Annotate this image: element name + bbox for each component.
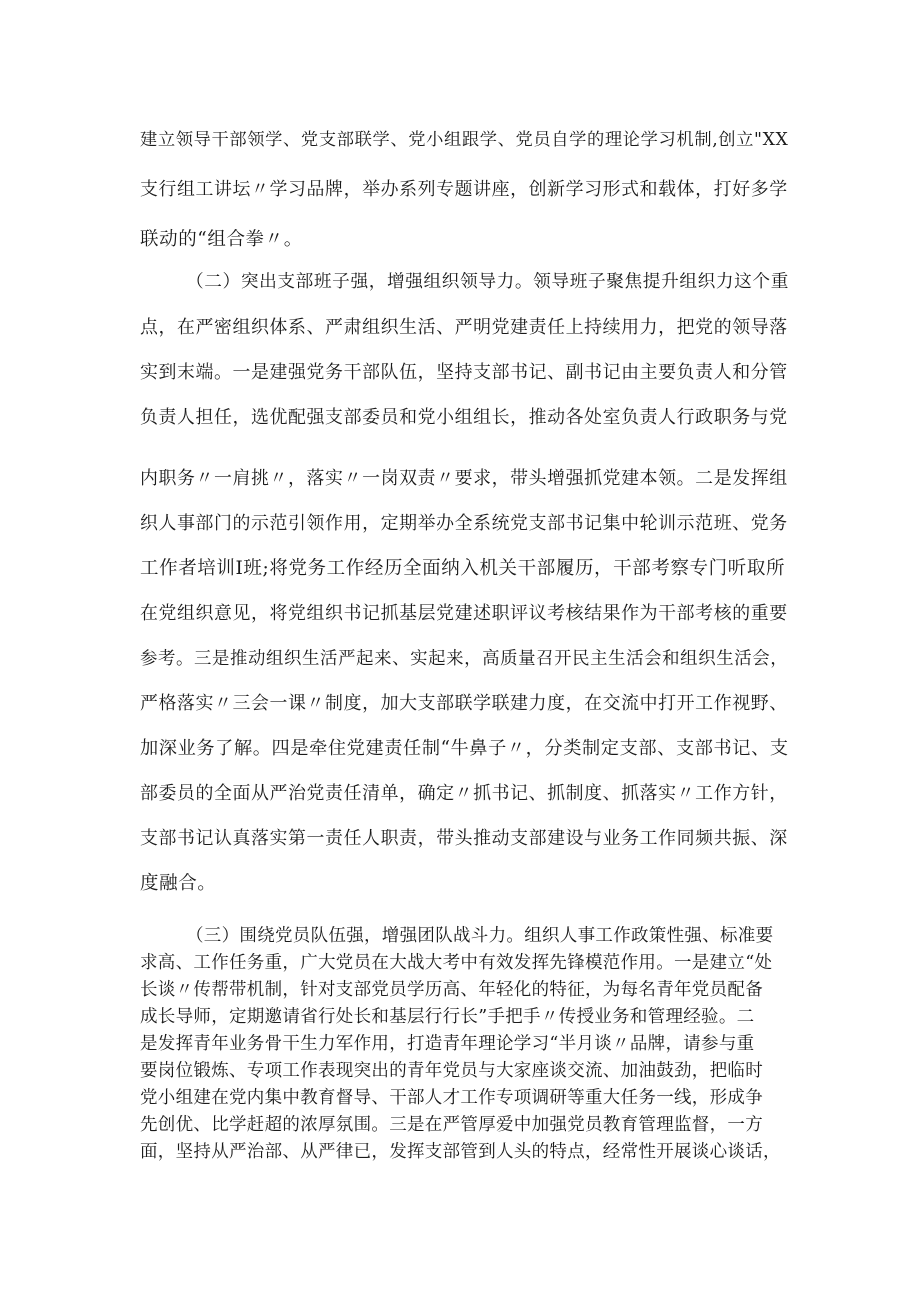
text-line: 度融合。 [140,873,217,894]
text-line: （三）围绕党员队伍强，增强团队战斗力。组织人事工作政策性强、标准要 [186,926,774,946]
text-line: 负责人担任，选优配强支部委员和党小组组长，推动各处室负责人行政职务与党 [140,407,788,428]
text-line: 点，在严密组织体系、严肃组织生活、严明党建责任上持续用力，把党的领导落 [140,317,788,338]
text-line: 在党组织意见，将党组织书记抓基层党建述职评议考核结果作为干部考核的重要 [140,603,788,624]
text-line: 实到末端。一是建强党务干部队伍，坚持支部书记、副书记由主要负责人和分管 [140,362,788,383]
text-line: 长谈〃传帮带机制，针对支部党员学历高、年轻化的特征，为每名青年党员配备 [140,980,763,1000]
text-line: 先创优、比学赶超的浓厚氛围。三是在严管厚爱中加强党员教育管理监督，一方 [140,1115,763,1135]
text-line: 支行组工讲坛〃学习品牌，举办系列专题讲座，创新学习形式和载体，打好多学 [140,179,788,200]
text-line: 加深业务了解。四是牵住党建责任制“牛鼻子〃，分类制定支部、支部书记、支 [140,738,789,759]
text-line: 求高、工作任务重，广大党员在大战大考中有效发挥先锋模范作用。一是建立“处 [140,953,773,973]
text-line: （二）突出支部班子强，增强组织领导力。领导班子聚焦提升组织力这个重 [186,272,789,292]
text-line: 内职务〃一肩挑〃，落实〃一岗双责〃要求，带头增强抓党建本领。二是发挥组 [140,468,788,489]
text-line: 是发挥青年业务骨干生力军作用，打造青年理论学习“半月谈〃品牌，请参与重 [140,1034,755,1054]
text-line: 参考。三是推动组织生活严起来、实起来，高质量召开民主生活会和组织生活会， [140,649,789,669]
text-line: 建立领导干部领学、党支部联学、党小组跟学、党员自学的理论学习机制,创立"XX [140,130,789,150]
text-line: 部委员的全面从严治党责任清单，确定〃抓书记、抓制度、抓落实〃工作方针， [140,783,788,804]
text-line: 成长导师，定期邀请省行处长和基层行行长”手把手〃传授业务和管理经验。二 [140,1007,755,1027]
text-line: 支部书记认真落实第一责任人职责，带头推动支部建设与业务工作同频共振、深 [140,828,788,849]
text-line: 要岗位锻炼、专项工作表现突出的青年党员与大家座谈交流、加油鼓劲，把临时 [140,1061,763,1081]
text-line: 严格落实〃三会一课〃制度，加大支部联学联建力度，在交流中打开工作视野、 [140,693,788,714]
text-line: 面，坚持从严治部、从严律已，发挥支部管到人头的特点，经常性开展谈心谈话， [140,1142,781,1162]
text-line: 联动的“组合拳〃。 [140,229,303,250]
text-line: 织人事部门的示范引领作用，定期举办全系统党支部书记集中轮训示范班、党务 [140,513,788,534]
text-line: 工作者培训I班;将党务工作经历全面纳入机关干部履历，干部考察专门听取所 [140,558,786,579]
text-line: 党小组建在党内集中教育督导、干部人才工作专项调研等重大任务一线，形成争 [140,1088,763,1108]
